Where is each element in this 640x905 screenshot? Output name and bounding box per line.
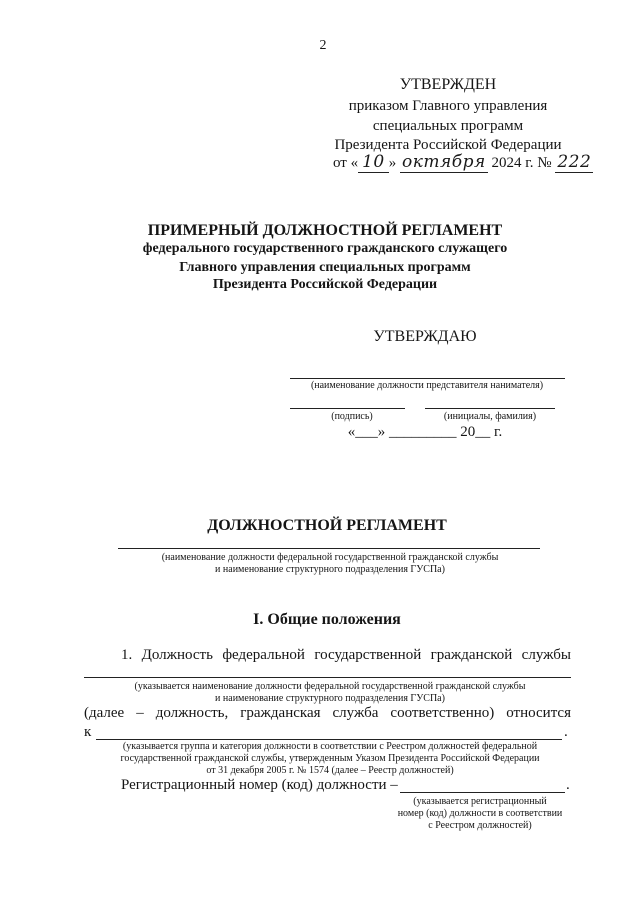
regulation-heading: ДОЛЖНОСТНОЙ РЕГЛАМЕНТ: [207, 517, 447, 534]
approve-heading: УТВЕРЖДАЮ: [373, 328, 477, 345]
title-line-2: федерального государственного гражданского служащего: [142, 241, 508, 256]
caption-3-line-2: номер (код) должности в соответствии: [397, 808, 563, 819]
k-prefix: к: [84, 724, 92, 740]
signature-caption: (подпись): [331, 411, 373, 422]
paragraph-2: (далее – должность, гражданская служба соответственно) относится: [84, 705, 571, 721]
approval-line-1: приказом Главного управления: [348, 98, 548, 114]
title-line-4: Президента Российской Федерации: [212, 277, 438, 292]
caption-2-line-3: от 31 декабря 2005 г. № 1574 (далее – Реестр должностей): [206, 765, 454, 776]
approval-heading: УТВЕРЖДЕН: [399, 76, 497, 93]
position-line: [290, 378, 565, 379]
caption-3-line-1: (указывается регистрационный: [413, 796, 547, 807]
approval-line-3: Президента Российской Федерации: [334, 137, 562, 153]
handwritten-day: 10: [358, 152, 389, 173]
signature-line: [290, 408, 405, 409]
paragraph-1: 1. Должность федеральной государственной гражданской службы: [121, 647, 571, 663]
regulation-caption-line-1: (наименование должности федеральной государственной гражданской службы: [161, 552, 499, 563]
approval-line-2: специальных программ: [372, 118, 524, 134]
approve-date-line: «___» _________ 20__ г.: [347, 424, 503, 440]
handwritten-month: октября: [402, 152, 486, 172]
caption-2-line-1: (указывается группа и категория должности в соответствии с Реестром должностей федеральной: [122, 741, 538, 752]
regulation-caption-line-2: и наименование структурного подразделения ГУСПа): [215, 564, 445, 575]
initials-caption: (инициалы, фамилия): [443, 411, 537, 422]
date-year: 2024 г. №: [487, 155, 556, 171]
regulation-name-line: [118, 548, 540, 549]
caption-3-line-3: с Реестром должностей): [428, 820, 532, 831]
title-line-1: ПРИМЕРНЫЙ ДОЛЖНОСТНОЙ РЕГЛАМЕНТ: [147, 222, 503, 239]
reg-suffix: .: [566, 777, 570, 793]
date-prefix: от «: [333, 155, 359, 171]
reg-number-label: Регистрационный номер (код) должности –: [121, 777, 398, 793]
reg-number-line: [400, 792, 565, 793]
caption-1-line-1: (указывается наименование должности федеральной государственной гражданской службы: [134, 681, 526, 692]
group-category-line: [96, 739, 562, 740]
caption-2-line-2: государственной гражданской службы, утвержденным Указом Президента Российской Федерации: [120, 753, 540, 764]
approval-date-line: [333, 152, 593, 172]
k-suffix: .: [564, 724, 568, 740]
position-name-line: [84, 677, 571, 678]
page-number: 2: [319, 38, 327, 53]
initials-line: [425, 408, 555, 409]
caption-1-line-2: и наименование структурного подразделения ГУСПа): [215, 693, 445, 704]
title-line-3: Главного управления специальных программ: [179, 260, 471, 275]
section-1-heading: I. Общие положения: [253, 611, 401, 628]
position-caption: (наименование должности представителя нанимателя): [310, 380, 544, 391]
date-mid: »: [388, 155, 400, 171]
handwritten-number: 222: [557, 152, 592, 172]
